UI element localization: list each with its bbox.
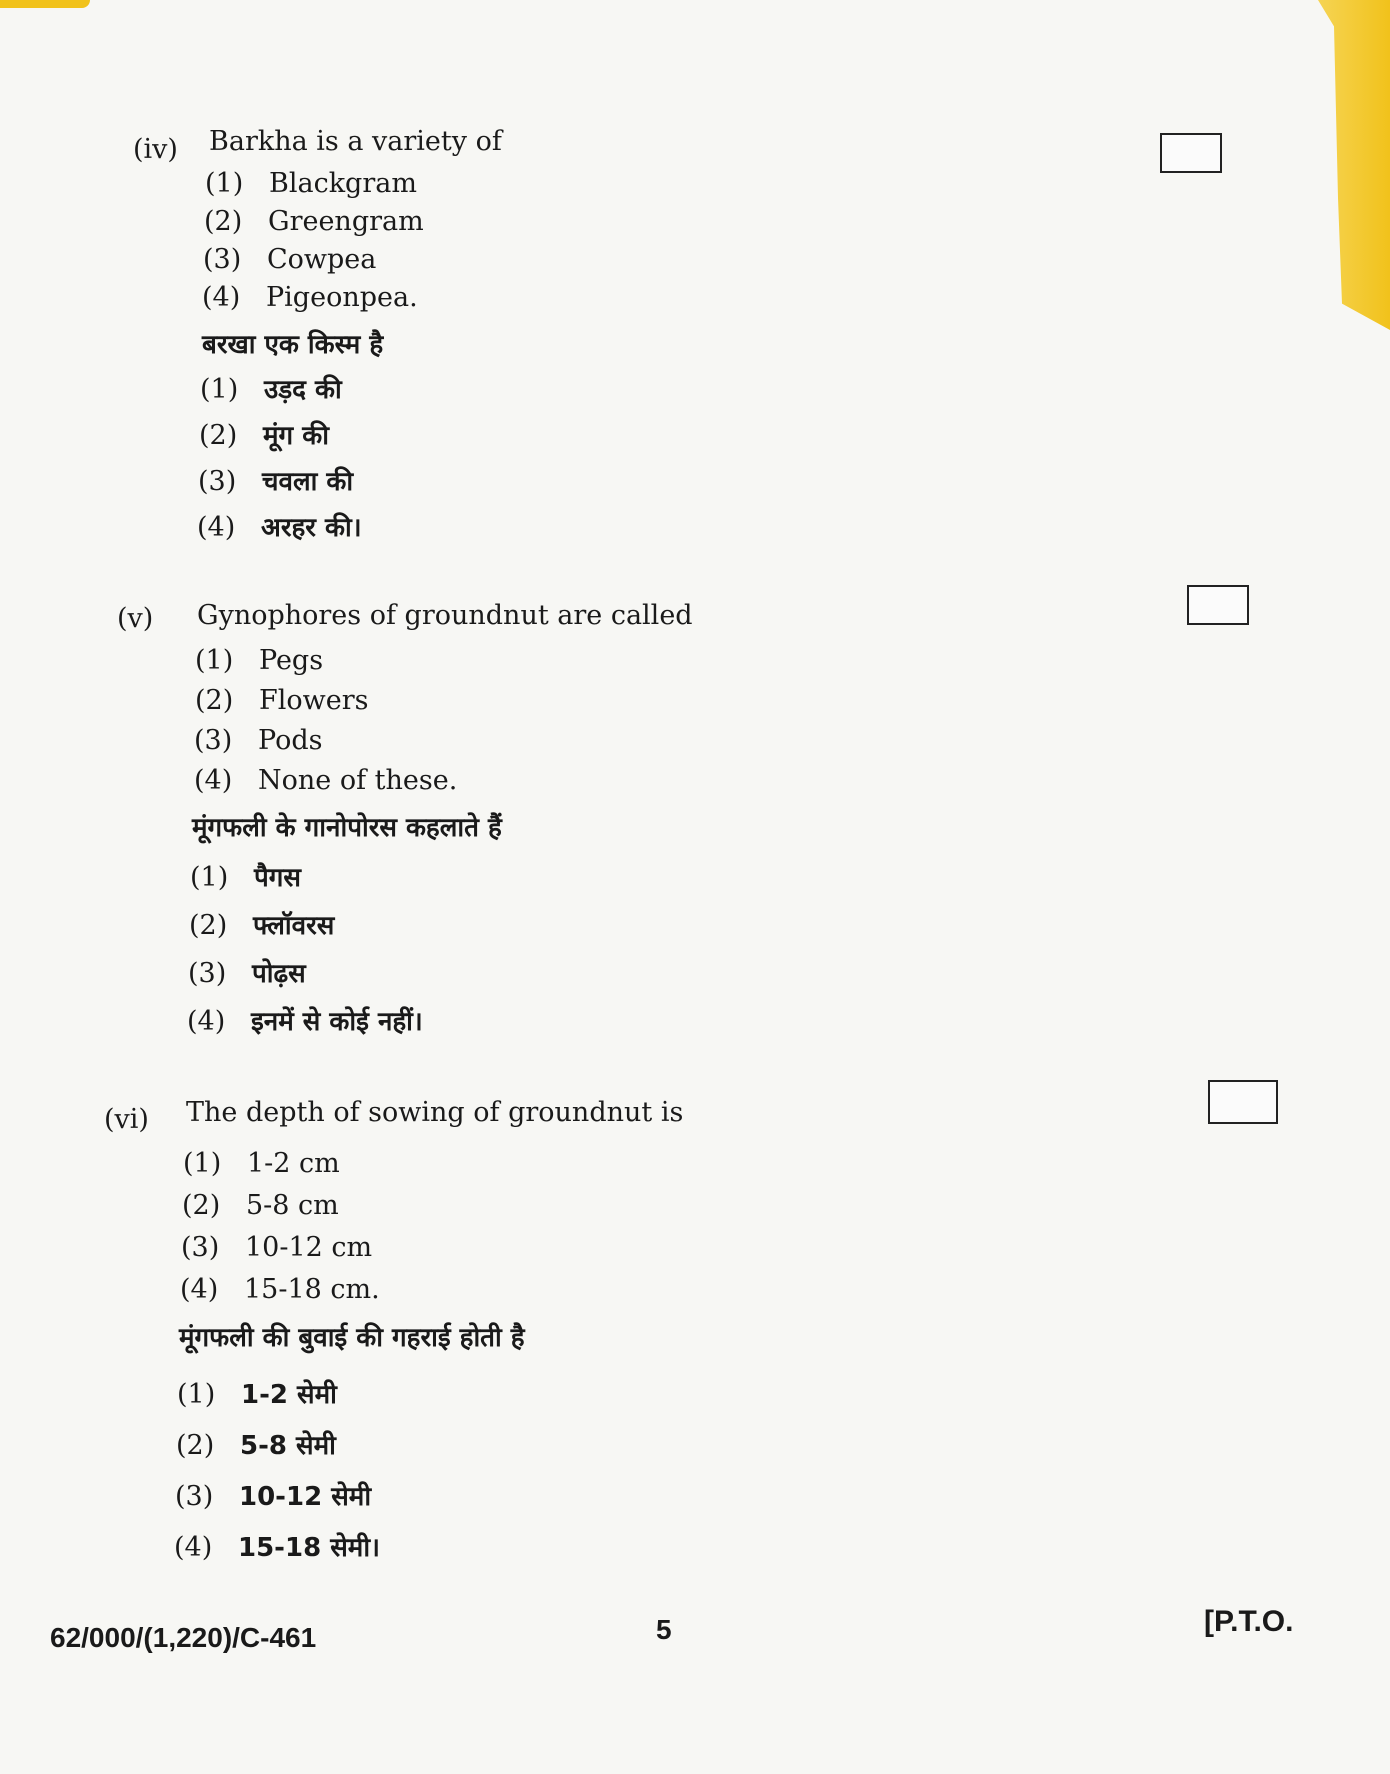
question-text-hi: बरखा एक किस्म है: [202, 330, 384, 360]
option-hi: (1) उड़द की: [200, 374, 342, 405]
option-en: (3) 10-12 cm: [181, 1232, 373, 1263]
option-en: (1) Pegs: [195, 645, 324, 676]
question-text-hi: मूंगफली की बुवाई की गहराई होती है: [179, 1323, 525, 1353]
option-hi: (4) 15-18 सेमी।: [174, 1532, 380, 1563]
option-hi: (3) चवला की: [198, 466, 354, 497]
option-hi: (1) 1-2 सेमी: [177, 1379, 337, 1410]
option-en: (3) Pods: [194, 725, 323, 756]
option-hi: (4) अरहर की।: [197, 512, 362, 543]
paper-code: 62/000/(1,220)/C-461: [50, 1622, 317, 1653]
option-en: (2) 5-8 cm: [182, 1190, 339, 1221]
option-en: (2) Flowers: [195, 685, 369, 716]
question-number: (iv): [133, 134, 178, 165]
question-text-en: The depth of sowing of groundnut is: [186, 1097, 684, 1128]
option-en: (1) Blackgram: [205, 168, 417, 199]
question-number: (vi): [104, 1104, 149, 1135]
option-hi: (2) मूंग की: [199, 420, 329, 451]
yellow-corner-mark: [0, 0, 90, 8]
option-hi: (2) फ्लॉवरस: [189, 910, 335, 941]
option-en: (3) Cowpea: [203, 244, 377, 275]
option-hi: (3) 10-12 सेमी: [175, 1481, 372, 1512]
option-en: (4) 15-18 cm.: [180, 1274, 380, 1305]
option-hi: (4) इनमें से कोई नहीं।: [187, 1006, 423, 1037]
answer-box[interactable]: [1208, 1080, 1278, 1124]
option-hi: (1) पैगस: [190, 862, 301, 893]
question-text-en: Barkha is a variety of: [209, 126, 502, 157]
option-en: (4) None of these.: [194, 765, 458, 796]
option-hi: (3) पोढ़स: [188, 958, 306, 989]
please-turn-over: [P.T.O.: [1204, 1605, 1294, 1638]
option-en: (1) 1-2 cm: [183, 1148, 340, 1179]
page-number: 5: [656, 1614, 672, 1645]
question-number: (v): [117, 603, 154, 634]
yellow-page-tab: [1310, 0, 1390, 330]
answer-box[interactable]: [1160, 133, 1222, 173]
option-en: (2) Greengram: [204, 206, 424, 237]
question-text-hi: मूंगफली के गानोपोरस कहलाते हैं: [192, 813, 502, 843]
answer-box[interactable]: [1187, 585, 1249, 625]
option-hi: (2) 5-8 सेमी: [176, 1430, 336, 1461]
option-en: (4) Pigeonpea.: [202, 282, 418, 313]
question-text-en: Gynophores of groundnut are called: [197, 600, 693, 631]
